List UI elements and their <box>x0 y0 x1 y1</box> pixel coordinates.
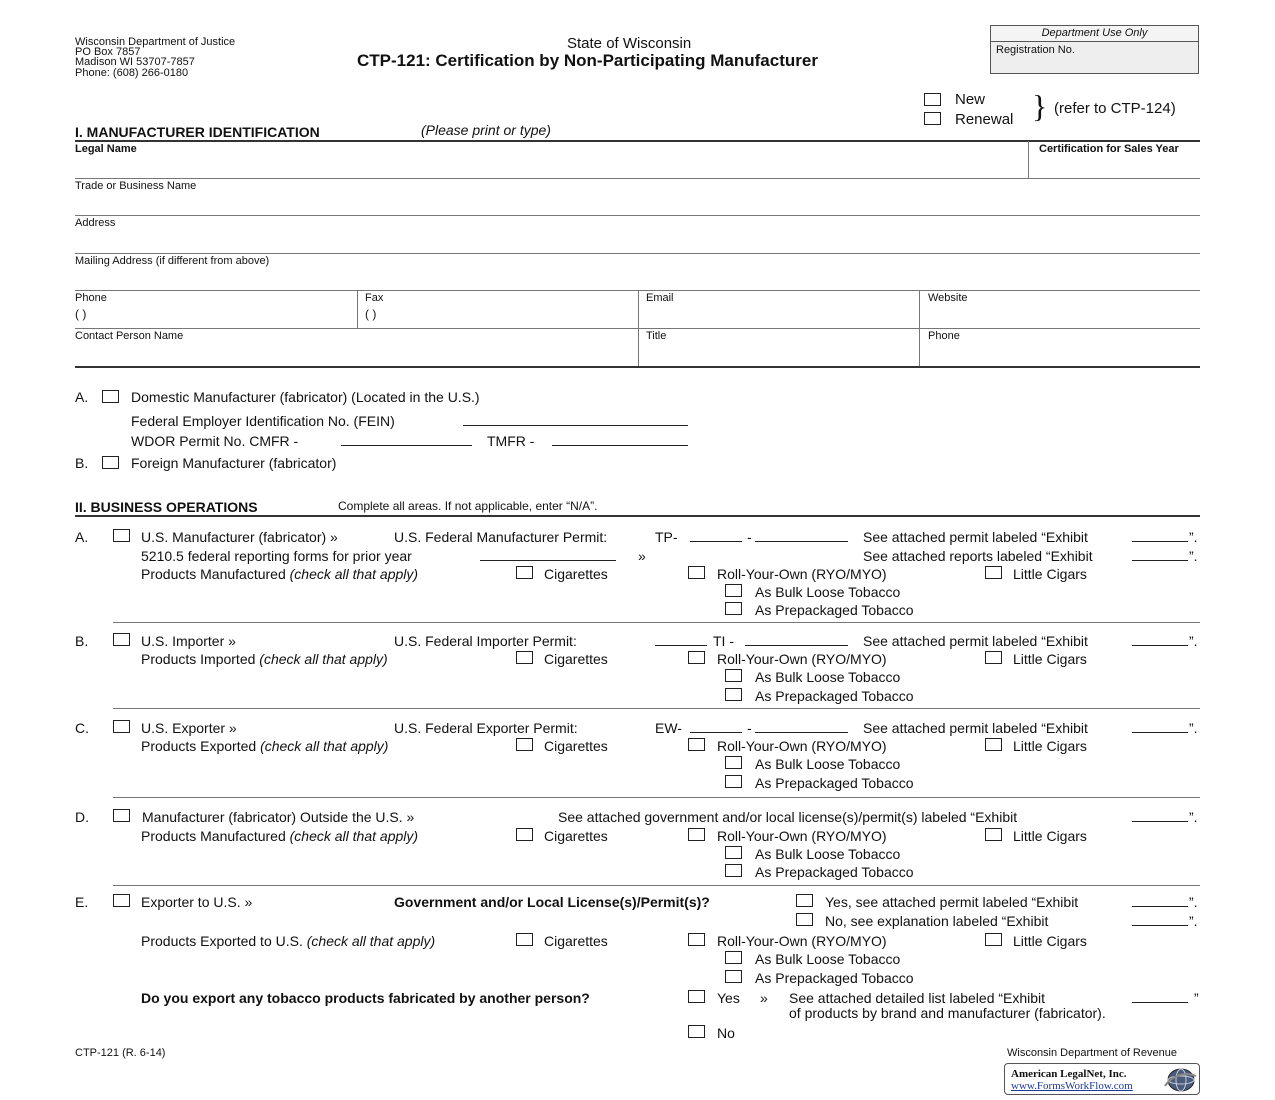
logo-company-name: American LegalNet, Inc. <box>1011 1068 1127 1080</box>
row-c-letter: C. <box>75 720 89 736</box>
new-checkbox[interactable] <box>924 93 941 106</box>
phone-area-code: ( ) <box>75 307 87 321</box>
globe-icon <box>1163 1066 1197 1093</box>
fein-label: Federal Employer Identification No. (FEIN) <box>131 413 395 429</box>
row-c-bulk-label: As Bulk Loose Tobacco <box>755 756 901 772</box>
row-d-bulk-checkbox[interactable] <box>725 846 742 859</box>
gov-license-label: Government and/or Local License(s)/Permit(s)? <box>394 894 710 910</box>
website-label: Website <box>928 292 968 304</box>
gov-no-exhibit-field[interactable] <box>1132 914 1188 926</box>
phone-label: Phone <box>75 292 107 304</box>
tmfr-label: TMFR - <box>487 433 535 449</box>
row-c-cigarettes-checkbox[interactable] <box>516 738 533 751</box>
ew-field-2[interactable] <box>755 721 848 733</box>
gov-license-yes-checkbox[interactable] <box>796 894 813 907</box>
row-d-exhibit-text: See attached government and/or local license(s)/permit(s) labeled “Exhibit <box>558 809 1018 825</box>
row-c-little-cigars-checkbox[interactable] <box>985 738 1002 751</box>
row-b-bulk-checkbox[interactable] <box>725 669 742 682</box>
tp-prefix: TP- <box>655 529 678 545</box>
gov-license-yes-text: Yes, see attached permit labeled “Exhibit <box>825 894 1079 910</box>
row-e-letter: E. <box>75 894 89 910</box>
contact-rule <box>75 328 1200 329</box>
row-e-little-cigars-label: Little Cigars <box>1013 933 1087 949</box>
row-c-exhibit-field[interactable] <box>1132 721 1188 733</box>
row-b-check-all: (check all that apply) <box>259 651 388 667</box>
list-exhibit-tail: of products by brand and manufacturer (fabricator). <box>789 1005 1106 1021</box>
row-e-little-cigars-checkbox[interactable] <box>985 933 1002 946</box>
section-2-rule <box>75 515 1200 517</box>
new-label: New <box>955 91 986 108</box>
row-d-check-all: (check all that apply) <box>289 828 419 844</box>
row-a-exhibit-text: See attached permit labeled “Exhibit <box>863 529 1088 545</box>
form-number: CTP-121 (R. 6-14) <box>75 1047 166 1059</box>
trade-name-rule <box>75 215 1200 216</box>
row-a-divider <box>113 622 1200 623</box>
row-e-prepack-checkbox[interactable] <box>725 970 742 983</box>
row-b-cigarettes-checkbox[interactable] <box>516 651 533 664</box>
row-c-products-text: Products Exported <box>141 738 257 754</box>
cert-year-label: Certification for Sales Year <box>1039 143 1179 155</box>
row-b-bulk-label: As Bulk Loose Tobacco <box>755 669 901 685</box>
row-e-products-text: Products Exported to U.S. <box>141 933 303 949</box>
section-1-bottom-rule <box>75 366 1200 368</box>
row-b-little-cigars-label: Little Cigars <box>1013 651 1087 667</box>
row-d-ryo-checkbox[interactable] <box>688 828 705 841</box>
us-exporter-label: U.S. Exporter » <box>141 720 237 736</box>
row-c-divider <box>113 797 1200 798</box>
row-d-prepack-checkbox[interactable] <box>725 864 742 877</box>
row-b-letter: B. <box>75 633 89 649</box>
reports-arrow: » <box>638 548 646 564</box>
row-e-bulk-label: As Bulk Loose Tobacco <box>755 951 901 967</box>
row-c-ryo-label: Roll-Your-Own (RYO/MYO) <box>717 738 887 754</box>
phone-divider <box>357 291 358 328</box>
section-1-rule <box>75 140 1200 142</box>
row-d-prepack-label: As Prepackaged Tobacco <box>755 864 914 880</box>
row-d-exhibit-field[interactable] <box>1132 810 1188 822</box>
ti-field-1[interactable] <box>655 634 707 646</box>
ti-prefix: TI - <box>713 633 734 649</box>
list-exhibit-text: See attached detailed list labeled “Exhibit <box>789 990 1046 1006</box>
reports-close-quote: ”. <box>1189 548 1198 564</box>
outside-us-checkbox[interactable] <box>113 809 130 822</box>
row-e-cigarettes-label: Cigarettes <box>544 933 608 949</box>
fabricated-yes-label: Yes <box>717 990 740 1006</box>
row-d-products-text: Products Manufactured <box>141 828 286 844</box>
row-a-bulk-checkbox[interactable] <box>725 584 742 597</box>
department-use-box <box>990 25 1199 74</box>
domestic-checkbox[interactable] <box>102 390 119 403</box>
row-e-products-label <box>141 933 435 949</box>
american-legalnet-logo[interactable] <box>1004 1063 1200 1095</box>
reports-label: 5210.5 federal reporting forms for prior year <box>141 548 412 564</box>
foreign-label: Foreign Manufacturer (fabricator) <box>131 455 337 471</box>
section-1-heading: I. MANUFACTURER IDENTIFICATION <box>75 124 320 140</box>
address-rule <box>75 253 1200 254</box>
us-importer-label: U.S. Importer » <box>141 633 236 649</box>
logo-url[interactable]: www.FormsWorkFlow.com <box>1011 1080 1133 1092</box>
renewal-checkbox[interactable] <box>924 112 941 125</box>
title-label: Title <box>646 330 667 342</box>
brace-icon: } <box>1032 88 1048 124</box>
row-d-little-cigars-label: Little Cigars <box>1013 828 1087 844</box>
row-a-little-cigars-checkbox[interactable] <box>985 566 1002 579</box>
row-e-bulk-checkbox[interactable] <box>725 951 742 964</box>
row-c-prepack-checkbox[interactable] <box>725 775 742 788</box>
gov-yes-exhibit-field[interactable] <box>1132 895 1188 907</box>
row-c-cigarettes-label: Cigarettes <box>544 738 608 754</box>
domestic-letter: A. <box>75 389 89 405</box>
row-c-prepack-label: As Prepackaged Tobacco <box>755 775 914 791</box>
row-b-products-label <box>141 651 388 667</box>
tmfr-field[interactable] <box>552 434 688 446</box>
row-b-prepack-checkbox[interactable] <box>725 688 742 701</box>
row-d-divider <box>113 885 1200 886</box>
section-2-note: Complete all areas. If not applicable, enter “N/A”. <box>338 499 598 513</box>
reports-exhibit-field[interactable] <box>1132 549 1188 561</box>
tp-field-2[interactable] <box>755 530 848 542</box>
outside-us-label: Manufacturer (fabricator) Outside the U.S. » <box>142 809 415 825</box>
us-exporter-checkbox[interactable] <box>113 720 130 733</box>
row-d-letter: D. <box>75 809 89 825</box>
ti-field-2[interactable] <box>745 634 848 646</box>
fein-field[interactable] <box>463 414 688 426</box>
row-a-letter: A. <box>75 529 89 545</box>
row-b-exhibit-text: See attached permit labeled “Exhibit <box>863 633 1088 649</box>
row-b-divider <box>113 708 1200 709</box>
reports-exhibit-text: See attached reports labeled “Exhibit <box>863 548 1093 564</box>
section-2-heading: II. BUSINESS OPERATIONS <box>75 499 258 515</box>
domestic-label: Domestic Manufacturer (fabricator) (Located in the U.S.) <box>131 389 480 405</box>
row-e-prepack-label: As Prepackaged Tobacco <box>755 970 914 986</box>
email-label: Email <box>646 292 674 304</box>
row-b-ryo-checkbox[interactable] <box>688 651 705 664</box>
row-e-ryo-checkbox[interactable] <box>688 933 705 946</box>
tp-dash: - <box>747 529 752 545</box>
row-b-products-text: Products Imported <box>141 651 256 667</box>
cert-year-divider <box>1028 141 1029 179</box>
list-exhibit-field[interactable] <box>1132 991 1188 1003</box>
row-a-prepack-label: As Prepackaged Tobacco <box>755 602 914 618</box>
list-close-quote: ” <box>1194 990 1199 1006</box>
row-c-check-all: (check all that apply) <box>260 738 389 754</box>
row-d-cigarettes-label: Cigarettes <box>544 828 608 844</box>
row-a-exhibit-field[interactable] <box>1132 530 1188 542</box>
gov-license-no-text: No, see explanation labeled “Exhibit <box>825 913 1049 929</box>
exporter-to-us-checkbox[interactable] <box>113 894 130 907</box>
gov-license-no-checkbox[interactable] <box>796 913 813 926</box>
row-d-products-label <box>141 828 418 844</box>
trade-name-label: Trade or Business Name <box>75 180 197 192</box>
row-c-exhibit-text: See attached permit labeled “Exhibit <box>863 720 1088 736</box>
us-manufacturer-checkbox[interactable] <box>113 529 130 542</box>
ew-field-1[interactable] <box>690 721 742 733</box>
row-b-little-cigars-checkbox[interactable] <box>985 651 1002 664</box>
row-c-ryo-checkbox[interactable] <box>688 738 705 751</box>
row-a-check-all: (check all that apply) <box>289 566 419 582</box>
row-b-exhibit-field[interactable] <box>1132 634 1188 646</box>
tp-field-1[interactable] <box>690 530 742 542</box>
fabricated-question: Do you export any tobacco products fabricated by another person? <box>141 990 590 1006</box>
registration-no-label: Registration No. <box>996 44 1075 56</box>
row-e-ryo-label: Roll-Your-Own (RYO/MYO) <box>717 933 887 949</box>
refer-note: (refer to CTP-124) <box>1054 100 1176 117</box>
row-a-ryo-label: Roll-Your-Own (RYO/MYO) <box>717 566 887 582</box>
agency-phone: Phone: (608) 266-0180 <box>75 67 189 79</box>
department-use-heading: Department Use Only <box>991 26 1198 42</box>
agency-city: Madison WI 53707-7857 <box>75 56 195 68</box>
row-e-check-all: (check all that apply) <box>306 933 436 949</box>
contact-name-label: Contact Person Name <box>75 330 184 342</box>
renewal-label: Renewal <box>955 111 1014 128</box>
exporter-permit-label: U.S. Federal Exporter Permit: <box>394 720 578 736</box>
wdor-permit-label: WDOR Permit No. CMFR - <box>131 433 299 449</box>
exporter-to-us-label: Exporter to U.S. » <box>141 894 253 910</box>
row-c-bulk-checkbox[interactable] <box>725 756 742 769</box>
row-a-products-label <box>141 566 418 582</box>
row-c-close-quote: ”. <box>1189 720 1198 736</box>
ew-dash: - <box>747 720 752 736</box>
fabricated-arrow: » <box>760 990 768 1006</box>
fax-label: Fax <box>365 292 384 304</box>
footer-agency: Wisconsin Department of Revenue <box>1007 1047 1177 1059</box>
contact-phone-label: Phone <box>928 330 960 342</box>
foreign-letter: B. <box>75 455 89 471</box>
us-importer-checkbox[interactable] <box>113 633 130 646</box>
row-a-close-quote: ”. <box>1189 529 1198 545</box>
foreign-checkbox[interactable] <box>102 456 119 469</box>
row-e-cigarettes-checkbox[interactable] <box>516 933 533 946</box>
row-a-little-cigars-label: Little Cigars <box>1013 566 1087 582</box>
fabricated-no-checkbox[interactable] <box>688 1025 705 1038</box>
row-b-ryo-label: Roll-Your-Own (RYO/MYO) <box>717 651 887 667</box>
reports-year-field[interactable] <box>480 549 616 561</box>
row-d-little-cigars-checkbox[interactable] <box>985 828 1002 841</box>
manufacturer-permit-label: U.S. Federal Manufacturer Permit: <box>394 529 608 545</box>
fabricated-no-label: No <box>717 1025 735 1041</box>
row-b-cigarettes-label: Cigarettes <box>544 651 608 667</box>
us-manufacturer-label: U.S. Manufacturer (fabricator) » <box>141 529 338 545</box>
state-label: State of Wisconsin <box>567 35 692 52</box>
row-c-little-cigars-label: Little Cigars <box>1013 738 1087 754</box>
print-note: (Please print or type) <box>421 122 551 138</box>
cmfr-field[interactable] <box>341 434 472 446</box>
gov-yes-close-quote: ”. <box>1189 894 1198 910</box>
row-c-products-label <box>141 738 388 754</box>
gov-no-close-quote: ”. <box>1189 913 1198 929</box>
address-label: Address <box>75 217 116 229</box>
row-b-close-quote: ”. <box>1189 633 1198 649</box>
importer-permit-label: U.S. Federal Importer Permit: <box>394 633 577 649</box>
row-b-prepack-label: As Prepackaged Tobacco <box>755 688 914 704</box>
form-title: CTP-121: Certification by Non-Participating Manufacturer <box>357 51 818 70</box>
mailing-address-label: Mailing Address (if different from above) <box>75 255 270 267</box>
row-a-bulk-label: As Bulk Loose Tobacco <box>755 584 901 600</box>
row-a-prepack-checkbox[interactable] <box>725 602 742 615</box>
fax-area-code: ( ) <box>365 307 377 321</box>
row-d-ryo-label: Roll-Your-Own (RYO/MYO) <box>717 828 887 844</box>
fabricated-yes-checkbox[interactable] <box>688 990 705 1003</box>
agency-name: Wisconsin Department of Justice <box>75 36 236 48</box>
row-a-products-text: Products Manufactured <box>141 566 286 582</box>
row-a-cigarettes-label: Cigarettes <box>544 566 608 582</box>
row-a-cigarettes-checkbox[interactable] <box>516 566 533 579</box>
row-d-bulk-label: As Bulk Loose Tobacco <box>755 846 901 862</box>
legal-name-rule <box>75 178 1200 179</box>
row-a-ryo-checkbox[interactable] <box>688 566 705 579</box>
agency-po-box: PO Box 7857 <box>75 46 141 58</box>
ew-prefix: EW- <box>655 720 682 736</box>
row-d-close-quote: ”. <box>1189 809 1198 825</box>
row-d-cigarettes-checkbox[interactable] <box>516 828 533 841</box>
legal-name-label: Legal Name <box>75 143 137 155</box>
